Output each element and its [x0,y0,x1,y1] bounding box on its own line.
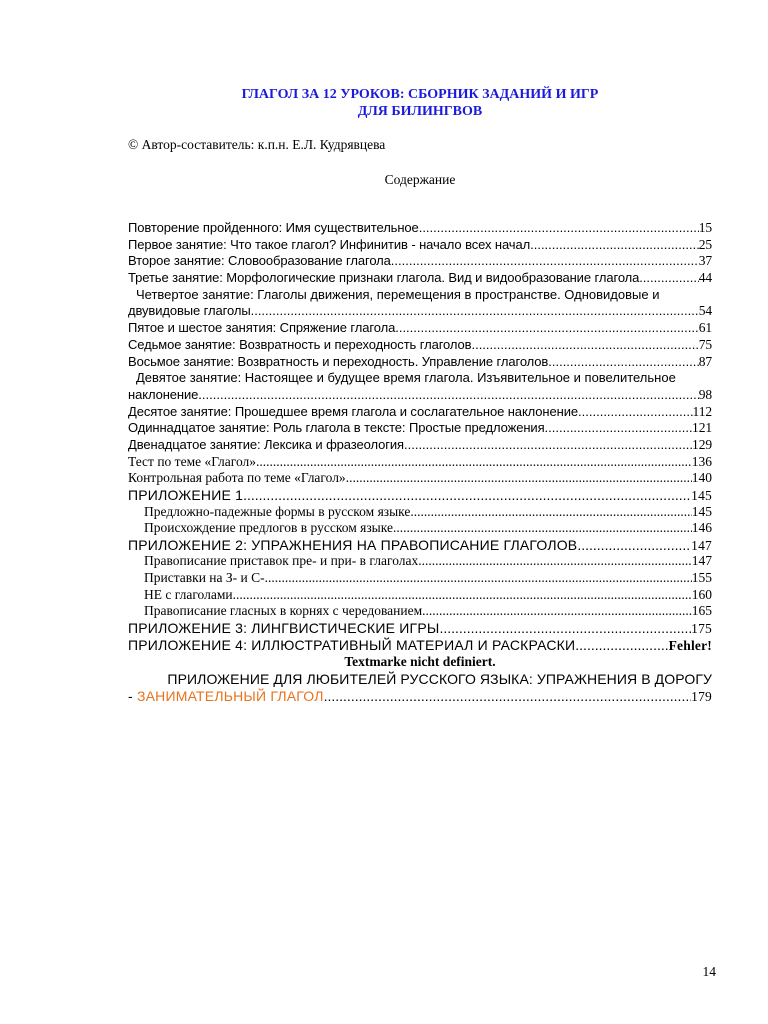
toc-subentry[interactable]: Приставки на З- и С- ..... 155 [128,570,712,587]
toc-entry[interactable]: Седьмое занятие: Возвратность и переходность глаголов ..... 75 [128,337,712,354]
page-number: 14 [702,964,716,979]
author-line: © Автор-составитель: к.п.н. Е.Л. Кудрявцева [128,137,386,152]
toc-appendix[interactable]: ПРИЛОЖЕНИЕ 2: УПРАЖНЕНИЯ НА ПРАВОПИСАНИЕ ГЛАГОЛОВ ..... 147 [128,537,712,554]
toc-subentry[interactable]: Правописание гласных в корнях с чередованием ..... 165 [128,603,712,620]
toc-entry[interactable]: Второе занятие: Словообразование глагола ..... 37 [128,253,712,270]
toc-entry-line[interactable]: Четвертое занятие: Глаголы движения, перемещения в пространстве. Одновидовые и [136,286,660,302]
toc-entry[interactable]: Одиннадцатое занятие: Роль глагола в тексте: Простые предложения ..... 121 [128,420,712,437]
toc-subentry[interactable]: НЕ с глаголами ..... 160 [128,587,712,604]
toc-entry[interactable]: Восьмое занятие: Возвратность и переходность. Управление глаголов ..... 87 [128,354,712,371]
contents-heading: Содержание [384,172,456,187]
title-line-2: ДЛЯ БИЛИНГВОВ [357,104,483,119]
title-line-1: ГЛАГОЛ ЗА 12 УРОКОВ: СБОРНИК ЗАДАНИЙ И ИГР [241,87,599,102]
toc-subentry[interactable]: Правописание приставок пре- и при- в глаголах ..... 147 [128,553,712,570]
toc-entry[interactable]: Тест по теме «Глагол» ..... 136 [128,454,712,471]
toc-appendix[interactable]: ПРИЛОЖЕНИЕ 3: ЛИНГВИСТИЧЕСКИЕ ИГРЫ ..... 175 [128,620,712,637]
document-title [128,86,712,120]
toc-appendix-line[interactable]: ПРИЛОЖЕНИЕ ДЛЯ ЛЮБИТЕЛЕЙ РУССКОГО ЯЗЫКА: УПРАЖНЕНИЯ В ДОРОГУ [167,671,712,688]
toc-entry[interactable]: Контрольная работа по теме «Глагол» ..... 140 [128,470,712,487]
appendix-link[interactable]: ЗАНИМАТЕЛЬНЫЙ ГЛАГОЛ [136,688,324,705]
bookmark-error-line: Textmarke nicht definiert. [344,654,496,670]
toc-entry-line[interactable]: Девятое занятие: Настоящее и будущее время глагола. Изъявительное и повелительное [136,370,676,386]
bookmark-error: Fehler! [668,637,712,653]
toc-appendix[interactable]: - ЗАНИМАТЕЛЬНЫЙ ГЛАГОЛ ..... 179 [128,688,712,705]
toc-entry[interactable]: двувидовые глаголы ..... 54 [128,303,712,320]
table-of-contents [128,220,712,705]
toc-entry[interactable]: Пятое и шестое занятия: Спряжение глагола ..... 61 [128,320,712,337]
toc-subentry[interactable]: Предложно-падежные формы в русском языке ..... 145 [128,504,712,521]
toc-subentry[interactable]: Происхождение предлогов в русском языке ..... 146 [128,520,712,537]
toc-entry[interactable]: наклонение ..... 98 [128,387,712,404]
toc-entry[interactable]: Десятое занятие: Прошедшее время глагола и сослагательное наклонение ..... 112 [128,404,712,421]
toc-entry[interactable]: Первое занятие: Что такое глагол? Инфинитив - начало всех начал ..... 25 [128,237,712,254]
toc-appendix[interactable]: ПРИЛОЖЕНИЕ 1 ..... 145 [128,487,712,504]
toc-entry[interactable]: Третье занятие: Морфологические признаки глагола. Вид и видообразование глагола. ..... 44 [128,270,712,287]
toc-entry[interactable]: Повторение пройденного: Имя существительное ..... 15 [128,220,712,237]
toc-entry[interactable]: Двенадцатое занятие: Лексика и фразеология ..... 129 [128,437,712,454]
toc-appendix[interactable]: ПРИЛОЖЕНИЕ 4: ИЛЛЮСТРАТИВНЫЙ МАТЕРИАЛ И РАСКРАСКИ ..... Fehler! [128,637,712,654]
